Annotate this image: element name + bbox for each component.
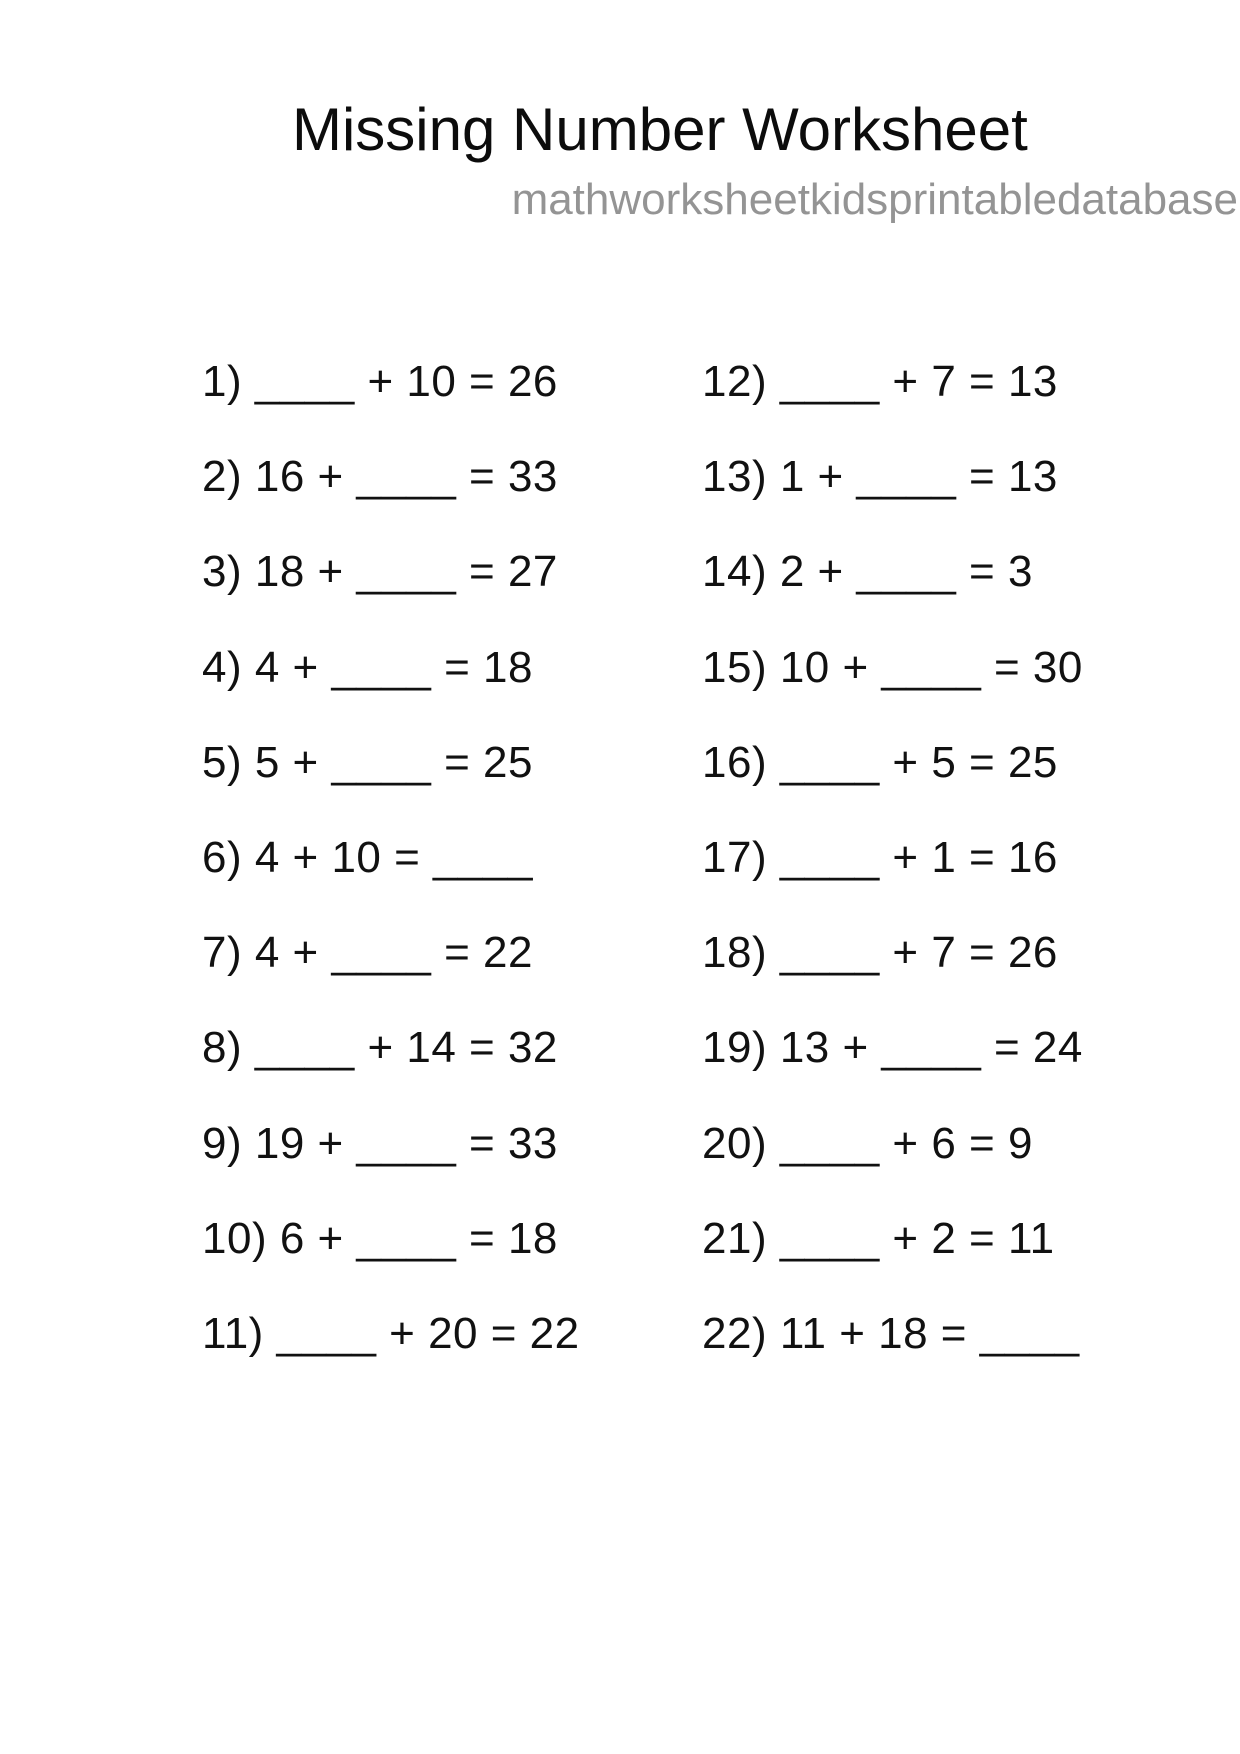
problem-item-8: 8) ____ + 14 = 32 <box>202 1023 558 1073</box>
problem-item-17: 17) ____ + 1 = 16 <box>702 832 1058 882</box>
problem-item-5: 5) 5 + ____ = 25 <box>202 737 533 787</box>
problems-column-left <box>202 358 580 1405</box>
problem-item-21: 21) ____ + 2 = 11 <box>702 1213 1055 1263</box>
page-title: Missing Number Worksheet <box>292 96 1028 163</box>
problem-item-7: 7) 4 + ____ = 22 <box>202 928 533 978</box>
problem-item-9: 9) 19 + ____ = 33 <box>202 1118 558 1168</box>
problem-item-1: 1) ____ + 10 = 26 <box>202 357 558 406</box>
problem-item-18: 18) ____ + 7 = 26 <box>702 928 1058 978</box>
problem-item-6: 6) 4 + 10 = ____ <box>202 832 533 882</box>
problem-item-2: 2) 16 + ____ = 33 <box>202 452 558 502</box>
problem-item-14: 14) 2 + ____ = 3 <box>702 547 1033 597</box>
problem-item-16: 16) ____ + 5 = 25 <box>702 737 1058 787</box>
problem-item-3: 3) 18 + ____ = 27 <box>202 547 558 597</box>
problem-item-20: 20) ____ + 6 = 9 <box>702 1118 1033 1168</box>
problem-item-19: 19) 13 + ____ = 24 <box>702 1023 1083 1073</box>
problem-item-11: 11) ____ + 20 = 22 <box>202 1308 580 1358</box>
problem-item-4: 4) 4 + ____ = 18 <box>202 642 533 692</box>
problems-column-right <box>702 358 1083 1405</box>
problem-item-15: 15) 10 + ____ = 30 <box>702 642 1083 692</box>
problem-item-13: 13) 1 + ____ = 13 <box>702 452 1058 502</box>
problem-item-12: 12) ____ + 7 = 13 <box>702 357 1058 406</box>
problem-item-22: 22) 11 + 18 = ____ <box>702 1308 1080 1358</box>
problem-item-10: 10) 6 + ____ = 18 <box>202 1213 558 1263</box>
watermark-text: mathworksheetkidsprintabledatabase <box>511 175 1238 224</box>
